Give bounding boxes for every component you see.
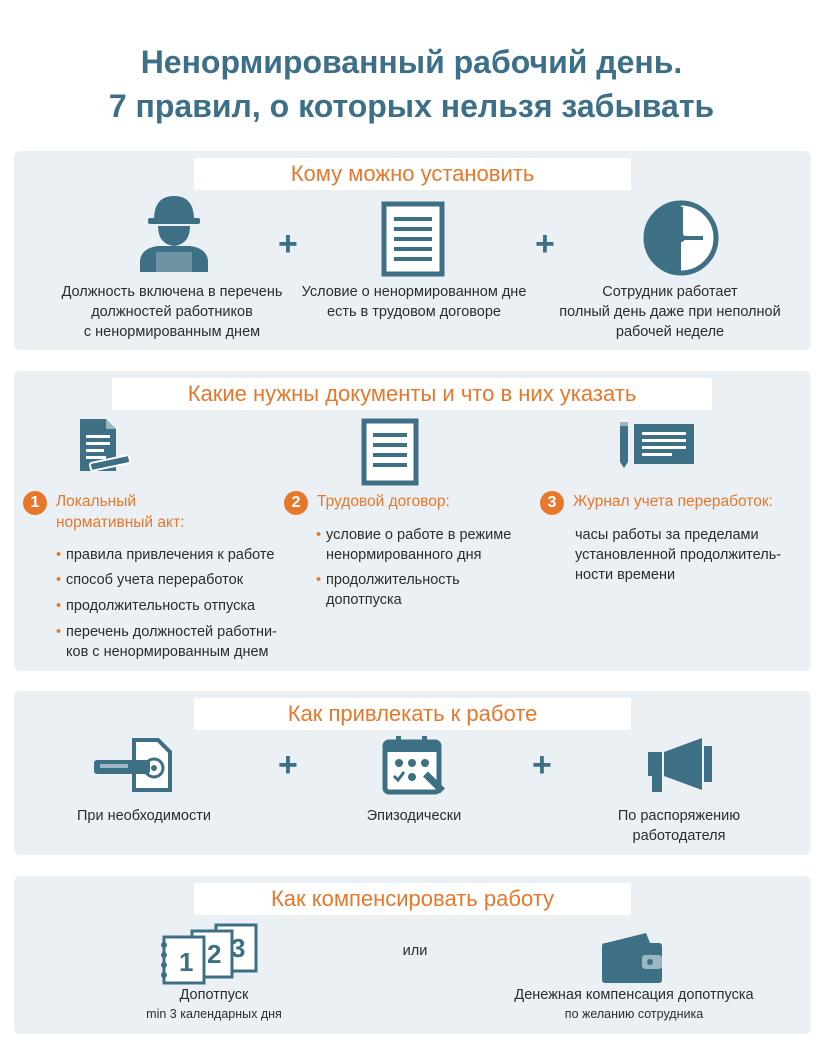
hand-document-icon (92, 738, 174, 792)
digit-3: 3 (231, 933, 246, 963)
calendar-icon (382, 734, 446, 800)
megaphone-icon (646, 736, 714, 794)
or-text: или (402, 943, 428, 959)
section-documents-heading: Какие нужны документы и что в них указать (112, 378, 712, 410)
condition-3-text: Сотрудник работает полный день даже при неполной рабочей неделе (559, 284, 781, 340)
step-number-3: 3 (540, 491, 564, 515)
overtime-journal-title: Журнал учета переработок: (573, 493, 773, 510)
bullet-item: • условие о работе в режиме ненормированного дня (316, 527, 512, 563)
calendar-pages-123-icon (146, 923, 266, 989)
wallet-icon (600, 931, 664, 985)
digit-2: 2 (207, 939, 222, 969)
extra-leave-subtitle: min 3 календарных дня (146, 1007, 282, 1021)
employment-contract-title: Трудовой договор: (317, 493, 450, 510)
money-compensation-subtitle: по желанию сотрудника (564, 1007, 704, 1021)
plus-icon: + (278, 225, 298, 263)
local-act-title: Локальный нормативный акт: (56, 493, 185, 531)
employment-contract-icon (361, 418, 419, 486)
bullet-item: • продолжительность допотпуска (316, 572, 460, 608)
digit-1: 1 (179, 947, 194, 977)
clock-icon (642, 199, 720, 277)
overtime-journal-text: часы работы за пределами установленной продолжитель- ности времени (575, 527, 782, 583)
plus-icon: + (278, 746, 298, 784)
contract-document-icon (381, 201, 445, 277)
section-compensation (14, 876, 811, 1034)
money-compensation-title: Денежная компенсация допотпуска (514, 987, 754, 1003)
episodically-text: Эпизодически (366, 808, 462, 824)
step-number-1: 1 (23, 491, 47, 515)
by-employer-order-text: По распоряжению работодателя (617, 808, 741, 844)
bullet-item: • перечень должностей работни- ков с ненормированным днем (56, 624, 277, 660)
section-compensation-heading: Как компенсировать работу (194, 883, 631, 915)
section-who-heading: Кому можно установить (194, 158, 631, 190)
condition-2-text: Условие о ненормированном дне есть в трудовом договоре (301, 284, 527, 320)
section-who (14, 151, 811, 350)
overtime-journal-icon (618, 420, 698, 468)
worker-icon (132, 190, 216, 272)
bullet-item: • способ учета переработок (56, 572, 244, 588)
plus-icon: + (532, 746, 552, 784)
plus-icon: + (535, 225, 555, 263)
local-act-document-icon (72, 415, 134, 477)
when-needed-text: При необходимости (77, 808, 211, 824)
section-documents (14, 371, 811, 671)
step-number-2: 2 (284, 491, 308, 515)
bullet-item: • продолжительность отпуска (56, 598, 256, 614)
page-title-line-2: 7 правил, о которых нельзя забывать (108, 88, 715, 124)
section-engagement (14, 691, 811, 855)
bullet-item: • правила привлечения к работе (56, 547, 275, 563)
condition-1-text: Должность включена в перечень должностей работников с ненормированным днем (61, 284, 283, 340)
page-title-line-1: Ненормированный рабочий день. (140, 44, 683, 80)
section-engagement-heading: Как привлекать к работе (194, 698, 631, 730)
extra-leave-title: Допотпуск (179, 987, 249, 1003)
